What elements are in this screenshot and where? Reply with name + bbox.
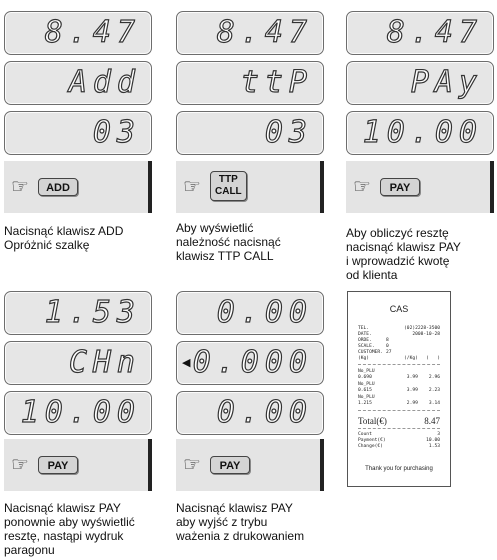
- price-display: [176, 11, 324, 55]
- ttp-call-key-button[interactable]: TTP CALL: [210, 171, 247, 201]
- display-value: 0.00: [216, 295, 313, 330]
- key-panel: [4, 439, 152, 491]
- display-value: 10.00: [362, 115, 483, 150]
- weight-display: [176, 61, 324, 105]
- display-value: ttP: [240, 65, 313, 100]
- key-panel: [176, 439, 324, 491]
- receipt-divider: [358, 428, 440, 429]
- receipt-divider: [358, 410, 440, 411]
- display-value: Add: [68, 65, 141, 100]
- display-value: PAy: [410, 65, 483, 100]
- weight-display: [4, 61, 152, 105]
- weight-display: [4, 341, 152, 385]
- price-display: [4, 11, 152, 55]
- display-value: 03: [92, 115, 141, 150]
- display-value: 0.00: [216, 395, 313, 430]
- weight-display: [176, 341, 324, 385]
- key-panel: [176, 161, 324, 213]
- add-key-button[interactable]: ADD: [38, 178, 78, 196]
- step-caption: Nacisnąć klawisz PAY aby wyjść z trybu ważenia z drukowaniem: [176, 501, 305, 543]
- receipt-divider: [358, 364, 440, 365]
- price-display: [346, 11, 494, 55]
- pay-key-button[interactable]: PAY: [38, 456, 78, 474]
- step-caption: Aby obliczyć resztę nacisnąć klawisz PAY i wprowadzić kwotę od klienta: [346, 226, 461, 282]
- unit-price-display: [4, 111, 152, 155]
- pointing-hand-icon: ☞: [353, 176, 371, 198]
- pointing-hand-icon: ☞: [11, 454, 29, 476]
- display-value: 8.47: [44, 15, 141, 50]
- display-value: 10.00: [20, 395, 141, 430]
- step-caption: Aby wyświetlić należność nacisnąć klawisz TTP CALL: [176, 221, 281, 263]
- step-caption: Nacisnąć klawisz ADD Opróżnić szalkę: [4, 224, 124, 252]
- display-value: 8.47: [216, 15, 313, 50]
- triangle-left-icon: ◀: [182, 357, 191, 369]
- key-panel: [346, 161, 494, 213]
- price-display: [176, 291, 324, 335]
- display-value: 1.53: [44, 295, 141, 330]
- unit-price-display: [4, 391, 152, 435]
- key-panel: [4, 161, 152, 213]
- pay-key-button[interactable]: PAY: [380, 178, 420, 196]
- weight-display: [346, 61, 494, 105]
- receipt-thanks: Thank you for purchasing: [365, 466, 433, 472]
- price-display: [4, 291, 152, 335]
- receipt-title: CAS: [389, 304, 409, 314]
- display-value: 8.47: [386, 15, 483, 50]
- display-value: CHn: [68, 345, 141, 380]
- pointing-hand-icon: ☞: [183, 176, 201, 198]
- display-value: 0.000: [192, 345, 313, 380]
- unit-price-display: [176, 391, 324, 435]
- pay-key-button[interactable]: PAY: [210, 456, 250, 474]
- unit-price-display: [346, 111, 494, 155]
- pointing-hand-icon: ☞: [183, 454, 201, 476]
- pointing-hand-icon: ☞: [11, 176, 29, 198]
- step-caption: Nacisnąć klawisz PAY ponownie aby wyświetlić resztę, nastąpi wydruk paragonu: [4, 501, 135, 557]
- unit-price-display: [176, 111, 324, 155]
- display-value: 03: [264, 115, 313, 150]
- printed-receipt: CAS TEL. (02)2228-3500 DATE. 2008-10-28 ORDE. 8 SCALE. 0 CUSTOMER. 27 (Kg) (/Kg) ( ) No_PLU 0.690 3.99 2.96 No_PLU 0.615 3.99 2.23 No_PLU 1.215 2.99 3.14 Total(€) 8.47 Count 3 Payment(€) 10.00 Change(€) 1.53 Thank you for purchasing: [347, 291, 451, 487]
